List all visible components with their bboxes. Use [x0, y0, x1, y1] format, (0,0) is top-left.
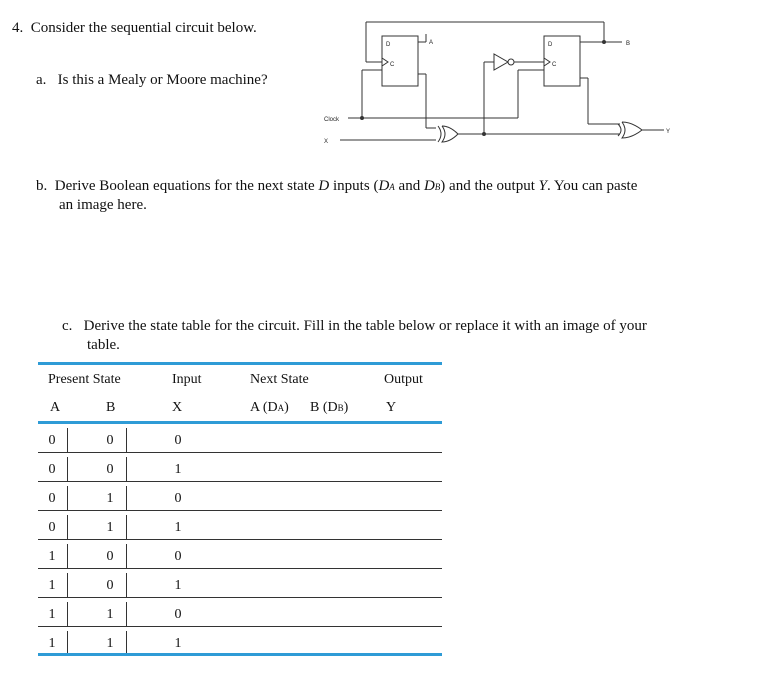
- ff-b-d-label: D: [548, 42, 553, 48]
- part-b-text-2: inputs (: [329, 178, 379, 194]
- question-text: Consider the sequential circuit below.: [30, 20, 257, 36]
- cell-a: 1: [48, 636, 56, 651]
- db-sub: B: [434, 182, 441, 192]
- column-divider: [126, 573, 127, 598]
- part-c-line2: table.: [87, 337, 120, 353]
- part-c-letter: c.: [62, 318, 73, 334]
- next-b-text: B (D: [310, 400, 338, 415]
- cell-a: 1: [48, 549, 56, 564]
- cell-b: 0: [106, 578, 114, 593]
- cell-a: 0: [48, 520, 56, 535]
- next-a-sub: A: [277, 403, 285, 413]
- cell-x: 0: [174, 607, 182, 622]
- column-divider: [126, 602, 127, 627]
- cell-x: 1: [174, 578, 182, 593]
- subheader-x: X: [172, 400, 183, 415]
- subheader-b: B: [106, 400, 116, 415]
- ff-a-c-label: C: [390, 62, 395, 68]
- column-divider: [126, 428, 127, 453]
- clock-label: Clock: [324, 117, 340, 123]
- table-row: [38, 511, 442, 540]
- column-divider: [126, 515, 127, 540]
- part-b-letter: b.: [36, 178, 48, 194]
- column-divider: [126, 486, 127, 511]
- table-top-rule: [38, 362, 442, 365]
- y-output-label: Y: [666, 129, 671, 135]
- x-input-label: X: [324, 139, 329, 145]
- part-b-and: and: [394, 178, 424, 194]
- cell-a: 0: [48, 462, 56, 477]
- cell-x: 0: [174, 549, 182, 564]
- next-b-end: ): [343, 400, 349, 415]
- part-a-text: Is this a Mealy or Moore machine?: [57, 72, 268, 88]
- ff-a-d-label: D: [386, 42, 391, 48]
- subheader-next-b: [310, 400, 348, 416]
- part-b: [36, 178, 637, 195]
- header-output: Output: [384, 372, 423, 387]
- table-row: [38, 482, 442, 511]
- column-divider: [67, 573, 68, 598]
- table-row: [38, 569, 442, 598]
- subheader-a: A: [50, 400, 61, 415]
- table-row: [38, 598, 442, 627]
- xor-gate-2: [622, 122, 642, 138]
- cell-x: 1: [174, 636, 182, 651]
- inverter-gate: [494, 54, 508, 70]
- part-b-d: D: [318, 178, 330, 194]
- table-row: [38, 453, 442, 482]
- cell-b: 0: [106, 549, 114, 564]
- part-b-text-3: ) and the output: [440, 178, 539, 194]
- cell-x: 0: [174, 491, 182, 506]
- part-c: [62, 318, 647, 335]
- part-b-line2: an image here.: [59, 197, 147, 213]
- db-d: D: [423, 178, 435, 194]
- da-sub: A: [389, 182, 395, 192]
- part-b-text-4: . You can paste: [546, 178, 638, 194]
- header-input: Input: [172, 372, 202, 387]
- sequential-circuit-diagram: [318, 14, 698, 160]
- column-divider: [67, 544, 68, 569]
- cell-b: 1: [106, 636, 114, 651]
- next-a-text: A (D: [250, 400, 278, 415]
- column-divider: [67, 602, 68, 627]
- column-divider: [126, 457, 127, 482]
- cell-b: 0: [106, 433, 114, 448]
- part-a-letter: a.: [36, 72, 47, 88]
- cell-b: 0: [106, 462, 114, 477]
- table-row: [38, 627, 442, 656]
- part-b-y: Y: [538, 178, 547, 194]
- table-bottom-rule: [38, 653, 442, 656]
- cell-a: 1: [48, 578, 56, 593]
- table-row: [38, 424, 442, 453]
- ff-b-q-label: B: [626, 41, 631, 47]
- next-b-sub: B: [337, 403, 344, 413]
- cell-a: 1: [48, 607, 56, 622]
- cell-x: 1: [174, 520, 182, 535]
- header-next-state: Next State: [250, 372, 309, 387]
- da-d: D: [378, 178, 390, 194]
- subheader-next-a: [250, 400, 289, 416]
- column-divider: [67, 457, 68, 482]
- ff-b-c-label: C: [552, 62, 557, 68]
- column-divider: [67, 486, 68, 511]
- cell-x: 0: [174, 433, 182, 448]
- part-a: [36, 72, 268, 89]
- cell-b: 1: [106, 607, 114, 622]
- part-b-text-1: Derive Boolean equations for the next state: [54, 178, 319, 194]
- ff-a-q-label: A: [429, 40, 434, 46]
- column-divider: [126, 544, 127, 569]
- question-heading: [12, 20, 257, 37]
- question-number: 4.: [12, 20, 24, 36]
- cell-b: 1: [106, 491, 114, 506]
- header-present-state: Present State: [48, 372, 121, 387]
- table-row: [38, 540, 442, 569]
- xor-gate-1: [442, 126, 458, 142]
- column-divider: [67, 515, 68, 540]
- part-c-text: Derive the state table for the circuit. Fill in the table below or replace it with an image of your: [83, 318, 647, 334]
- subheader-y: Y: [386, 400, 397, 415]
- column-divider: [67, 428, 68, 453]
- cell-a: 0: [48, 491, 56, 506]
- next-a-end: ): [284, 400, 289, 415]
- cell-x: 1: [174, 462, 182, 477]
- cell-a: 0: [48, 433, 56, 448]
- cell-b: 1: [106, 520, 114, 535]
